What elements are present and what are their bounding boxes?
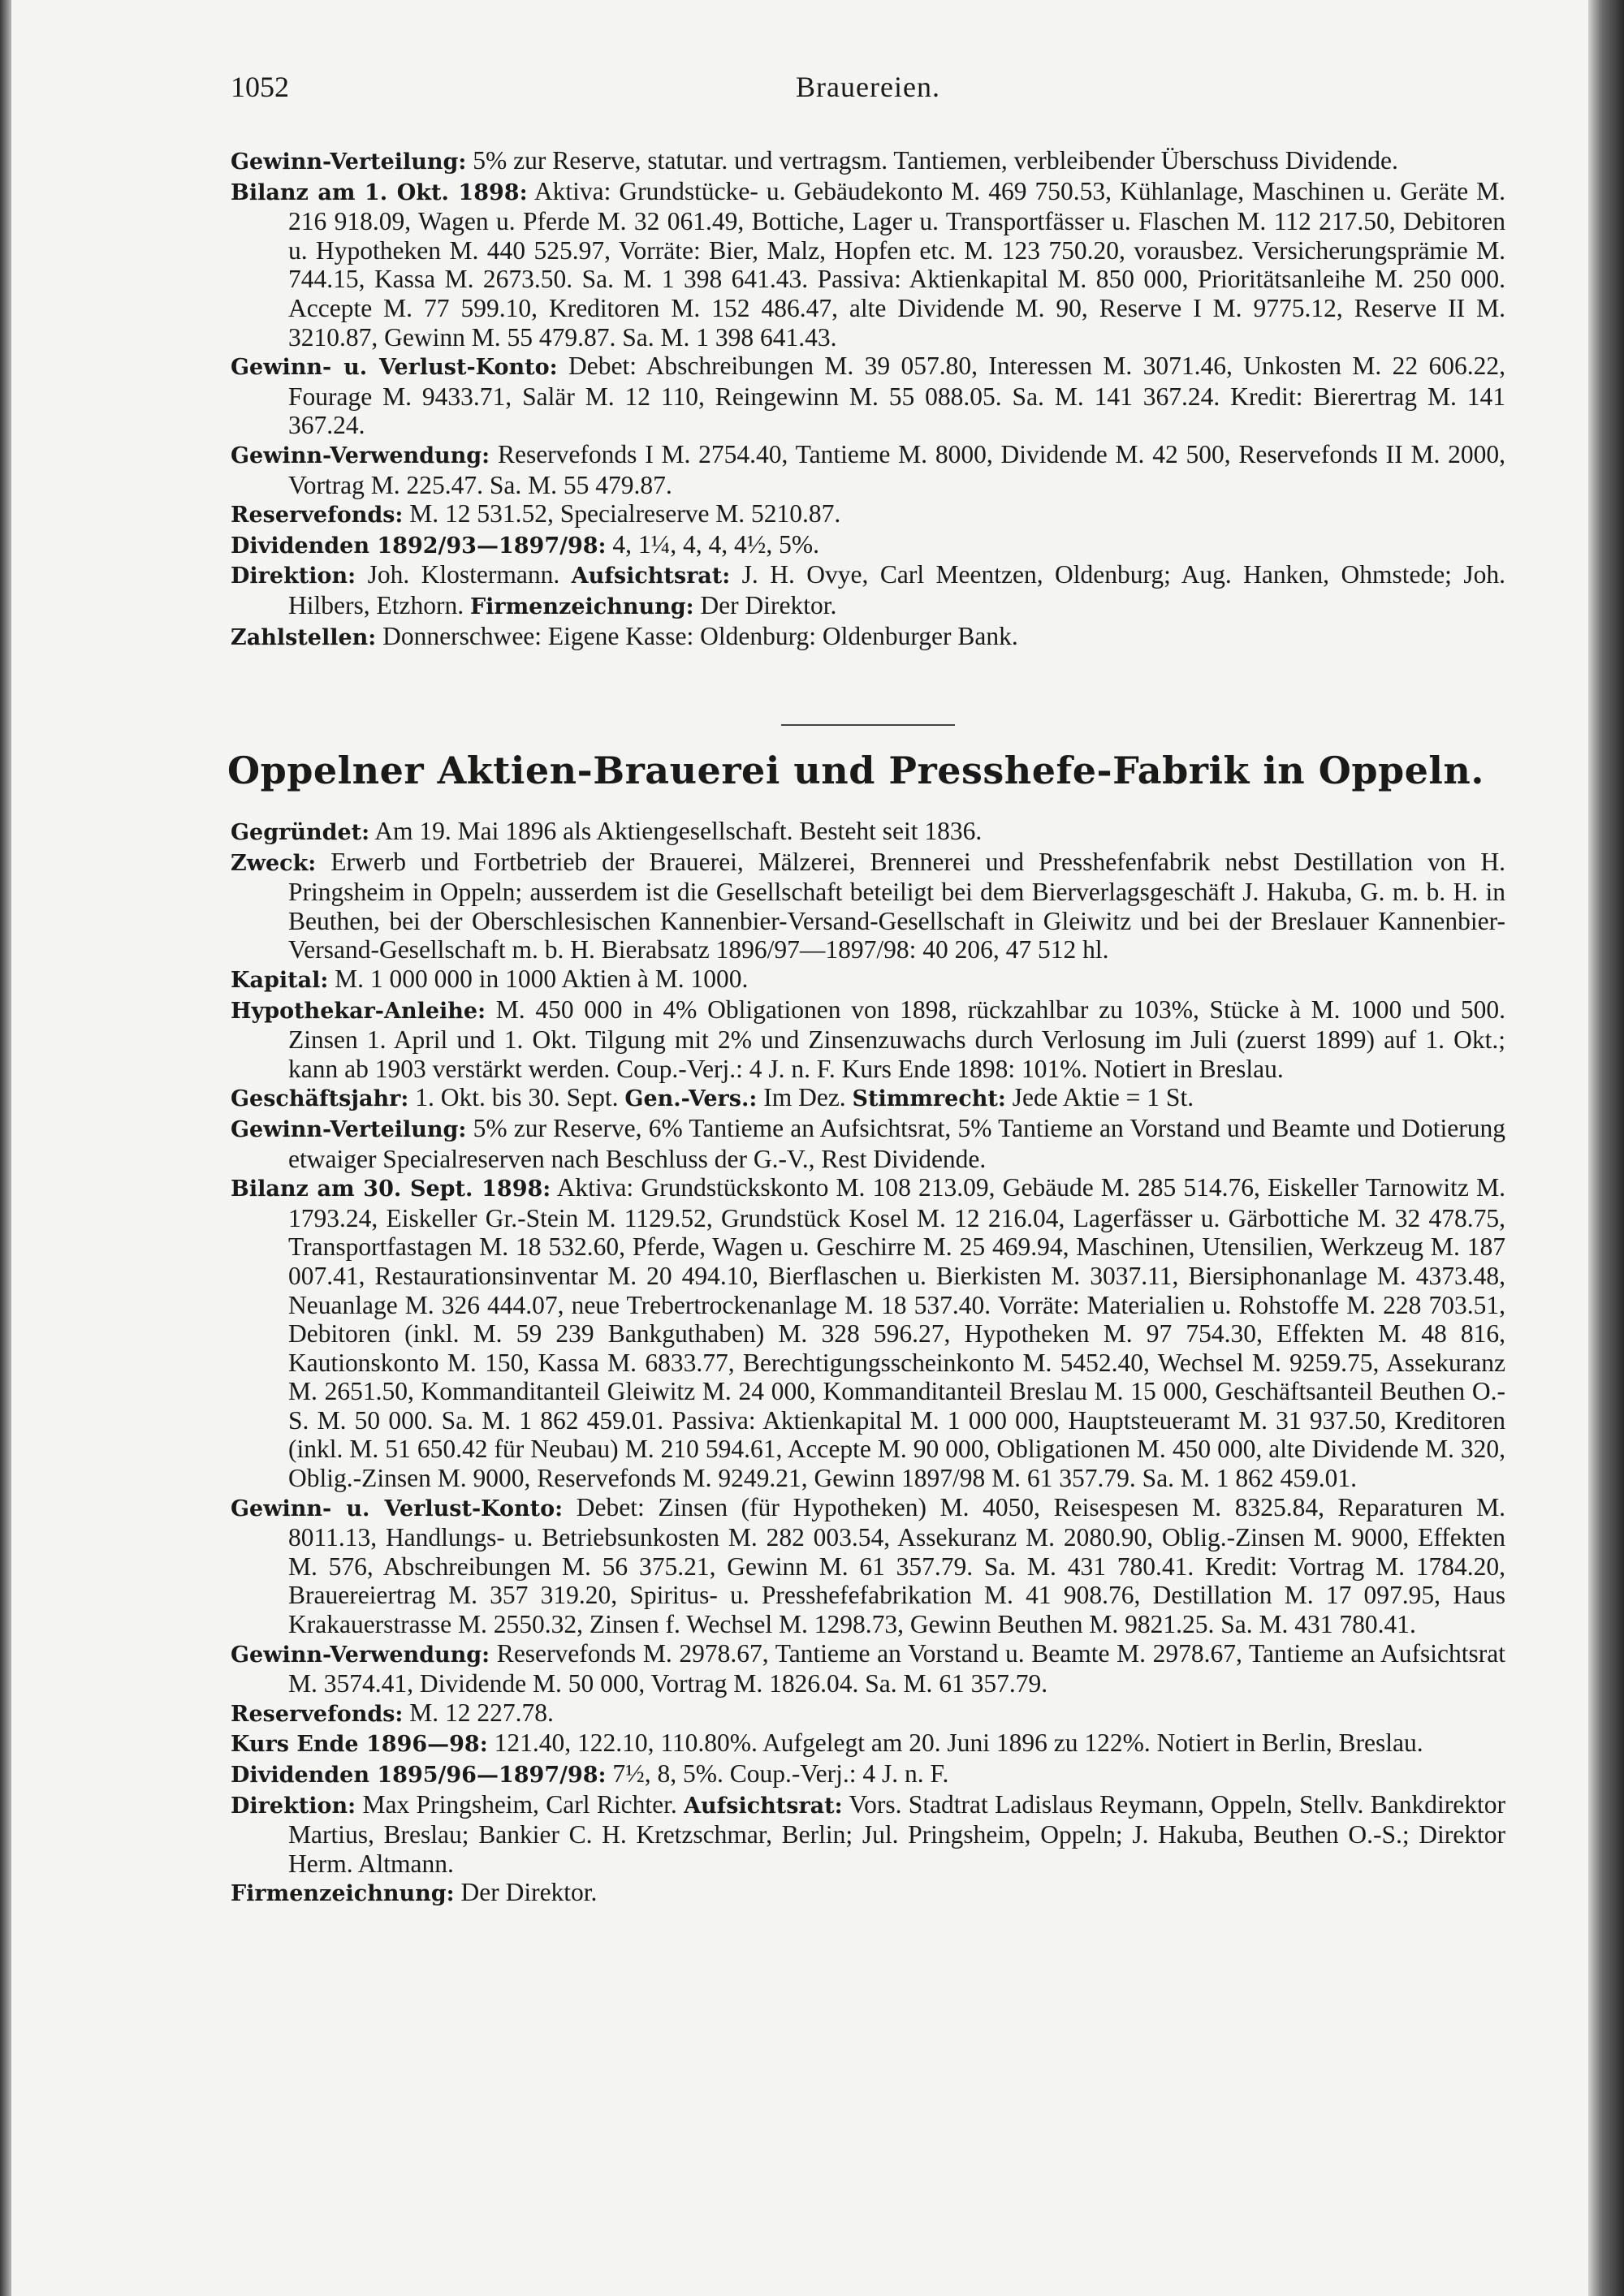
book-page-right-edge — [1588, 0, 1624, 2296]
page-number: 1052 — [231, 71, 289, 103]
entry-bilanz-1: Bilanz am 1. Okt. 1898: Aktiva: Grundstücke- u. Gebäudekonto M. 469 750.53, Kühlanlage, Maschinen u. Geräte M. 216 918.09, Wagen u. Pferde M. 32 061.49, Bottiche, Lager u. Transportfässer u. Flaschen M. 112 217.50, Debitoren u. Hypotheken M. 440 525.97, Vorräte: Bier, Malz, Hopfen etc. M. 123 750.20, vorausbez. Versicherungsprämie M. 744.15, Kassa M. 2673.50. Sa. M. 1 398 641.43. Passiva: Aktienkapital M. 850 000, Prioritätsanleihe M. 250 000. Accepte M. 77 599.10, Kreditoren M. 152 486.47, alte Dividende M. 90, Reserve I M. 9775.12, Reserve II M. 3210.87, Gewinn M. 55 479.87. Sa. M. 1 398 641.43. — [231, 176, 1505, 352]
entry-direktion-1: Direktion: Joh. Klostermann. Aufsichtsrat: J. H. Ovye, Carl Meentzen, Oldenburg; Aug. Hanken, Ohmstede; Joh. Hilbers, Etzhorn. Firmenzeichnung: Der Direktor. — [231, 560, 1505, 619]
entry-dividenden-1: Dividenden 1892/93—1897/98: 4, 1¼, 4, 4, 4½, 5%. — [231, 529, 820, 559]
entry-bilanz-2: Bilanz am 30. Sept. 1898: Aktiva: Grundstückskonto M. 108 213.09, Gebäude M. 285 514.76, Eiskeller Tarnowitz M. 1793.24, Eiskeller Gr.-Stein M. 1129.52, Grundstück Kosel M. 12 216.04, Lagerfässer u. Gärbottiche M. 32 478.75, Transportfastagen M. 18 532.60, Pferde, Wagen u. Geschirre M. 25 469.94, Maschinen, Utensilien, Werkzeug M. 187 007.41, Restaurationsinventar M. 20 494.10, Bierflaschen u. Bierkisten M. 3037.11, Biersiphonanlage M. 4373.48, Neuanlage M. 326 444.07, neue Trebertrockenanlage M. 18 537.40. Vorräte: Materialien u. Rohstoffe M. 228 703.51, Debitoren (inkl. M. 59 239 Bankguthaben) M. 328 596.27, Hypotheken M. 97 754.30, Effekten M. 48 816, Kautionskonto M. 150, Kassa M. 6833.77, Berechtigungsscheinkonto M. 5452.40, Wechsel M. 9259.75, Assekuranz M. 2651.50, Kommanditanteil Gleiwitz M. 24 000, Kommanditanteil Breslau M. 15 000, Geschäftsanteil Beuthen O.-S. M. 50 000. Sa. M. 1 862 459.01. Passiva: Aktienkapital M. 1 000 000, Hauptsteueramt M. 31 937.50, Kreditoren (inkl. M. 51 650.42 für Neubau) M. 210 594.61, Accepte M. 90 000, Obligationen M. 450 000, alte Dividende M. 320, Oblig.-Zinsen M. 9000, Reservefonds M. 9249.21, Gewinn 1897/98 M. 61 357.79. Sa. M. 1 862 459.01. — [231, 1173, 1505, 1493]
running-title: Brauereien. — [796, 71, 940, 103]
entry-gewinn-verlust-1: Gewinn- u. Verlust-Konto: Debet: Abschreibungen M. 39 057.80, Interessen M. 3071.46, Unkosten M. 22 606.22, Fourage M. 9433.71, Salär M. 12 110, Reingewinn M. 55 088.05. Sa. M. 141 367.24. Kredit: Bierertrag M. 141 367.24. — [231, 352, 1505, 440]
entry-reservefonds-1: Reservefonds: M. 12 531.52, Specialreserve M. 5210.87. — [231, 499, 841, 529]
section-divider — [781, 724, 955, 726]
entry-gewinn-verwendung-2: Gewinn-Verwendung: Reservefonds M. 2978.67, Tantieme an Vorstand u. Beamte M. 2978.67, Tantieme an Aufsichtsrat M. 3574.41, Dividende M. 50 000, Vortrag M. 1826.04. Sa. M. 61 357.79. — [231, 1638, 1505, 1698]
company-heading: Oppelner Aktien-Brauerei und Presshefe-Fabrik in Oppeln. — [227, 749, 1484, 792]
entry-firmenzeichnung-2: Firmenzeichnung: Der Direktor. — [231, 1878, 598, 1907]
entry-direktion-2: Direktion: Max Pringsheim, Carl Richter. Aufsichtsrat: Vors. Stadtrat Ladislaus Reymann, Oppeln, Stellv. Bankdirektor Martius, Breslau; Bankier C. H. Kretzschmar, Berlin; Jul. Pringsheim, Oppeln; J. Hakuba, Beuthen O.-S.; Direktor Herm. Altmann. — [231, 1789, 1505, 1878]
entry-zahlstellen-1: Zahlstellen: Donnerschwee: Eigene Kasse: Oldenburg: Oldenburger Bank. — [231, 621, 1018, 650]
entry-reservefonds-2: Reservefonds: M. 12 227.78. — [231, 1698, 554, 1727]
entry-gewinn-verteilung-1: Gewinn-Verteilung: 5% zur Reserve, statutar. und vertragsm. Tantiemen, verbleibender Überschuss Dividende. — [231, 146, 1398, 175]
entry-kurs: Kurs Ende 1896—98: 121.40, 122.10, 110.80%. Aufgelegt am 20. Juni 1896 zu 122%. Notiert in Berlin, Breslau. — [231, 1728, 1423, 1758]
entry-gewinn-verlust-2: Gewinn- u. Verlust-Konto: Debet: Zinsen (für Hypotheken) M. 4050, Reisespesen M. 8325.84, Reparaturen M. 8011.13, Handlungs- u. Betriebsunkosten M. 282 003.54, Assekuranz M. 2080.90, Oblig.-Zinsen M. 9000, Effekten M. 576, Abschreibungen M. 56 375.21, Gewinn M. 61 357.79. Sa. M. 431 780.41. Kredit: Vortrag M. 1784.20, Brauereiertrag M. 357 319.20, Spiritus- u. Presshefefabrikation M. 41 908.76, Destillation M. 17 097.95, Haus Krakauerstrasse M. 2550.32, Zinsen f. Wechsel M. 1298.73, Gewinn Beuthen M. 9821.25. Sa. M. 431 780.41. — [231, 1492, 1505, 1639]
entry-kapital: Kapital: M. 1 000 000 in 1000 Aktien à M. 1000. — [231, 964, 749, 993]
previous-company-section — [231, 146, 1505, 652]
entry-gewinn-verwendung-1: Gewinn-Verwendung: Reservefonds I M. 2754.40, Tantieme M. 8000, Dividende M. 42 500, Reservefonds II M. 2000, Vortrag M. 225.47. Sa. M. 55 479.87. — [231, 439, 1505, 499]
entry-zweck: Zweck: Erwerb und Fortbetrieb der Brauerei, Mälzerei, Brennerei und Presshefenfabrik nebst Destillation von H. Pringsheim in Oppeln; ausserdem ist die Gesellschaft beteiligt bei dem Bierverlagsgeschäft J. Hakuba, G. m. b. H. in Beuthen, bei der Oberschlesischen Kannenbier-Versand-Gesellschaft in Gleiwitz und bei der Breslauer Kannenbier-Versand-Gesellschaft m. b. H. Bierabsatz 1896/97—1897/98: 40 206, 47 512 hl. — [231, 847, 1505, 965]
page-header — [231, 70, 1505, 110]
entry-geschaeftsjahr: Geschäftsjahr: 1. Okt. bis 30. Sept. Gen.-Vers.: Im Dez. Stimmrecht: Jede Aktie = 1 St. — [231, 1083, 1194, 1112]
entry-hypothekar-anleihe: Hypothekar-Anleihe: M. 450 000 in 4% Obligationen von 1898, rückzahlbar zu 103%, Stücke à M. 1000 und 500. Zinsen 1. April und 1. Okt. Tilgung mit 2% und Zinsenzuwachs durch Verlosung im Juli (zuerst 1899) auf 1. Okt.; kann ab 1903 verstärkt werden. Coup.-Verj.: 4 J. n. F. Kurs Ende 1898: 101%. Notiert in Breslau. — [231, 995, 1505, 1083]
oppelner-company-section — [231, 817, 1505, 1909]
entry-gewinn-verteilung-2: Gewinn-Verteilung: 5% zur Reserve, 6% Tantieme an Aufsichtsrat, 5% Tantieme an Vorstand und Beamte und Dotierung etwaiger Specialreserven nach Beschluss der G.-V., Rest Dividende. — [231, 1113, 1505, 1173]
entry-gegruendet: Gegründet: Am 19. Mai 1896 als Aktiengesellschaft. Besteht seit 1836. — [231, 817, 983, 845]
entry-dividenden-2: Dividenden 1895/96—1897/98: 7½, 8, 5%. Coup.-Verj.: 4 J. n. F. — [231, 1759, 949, 1788]
